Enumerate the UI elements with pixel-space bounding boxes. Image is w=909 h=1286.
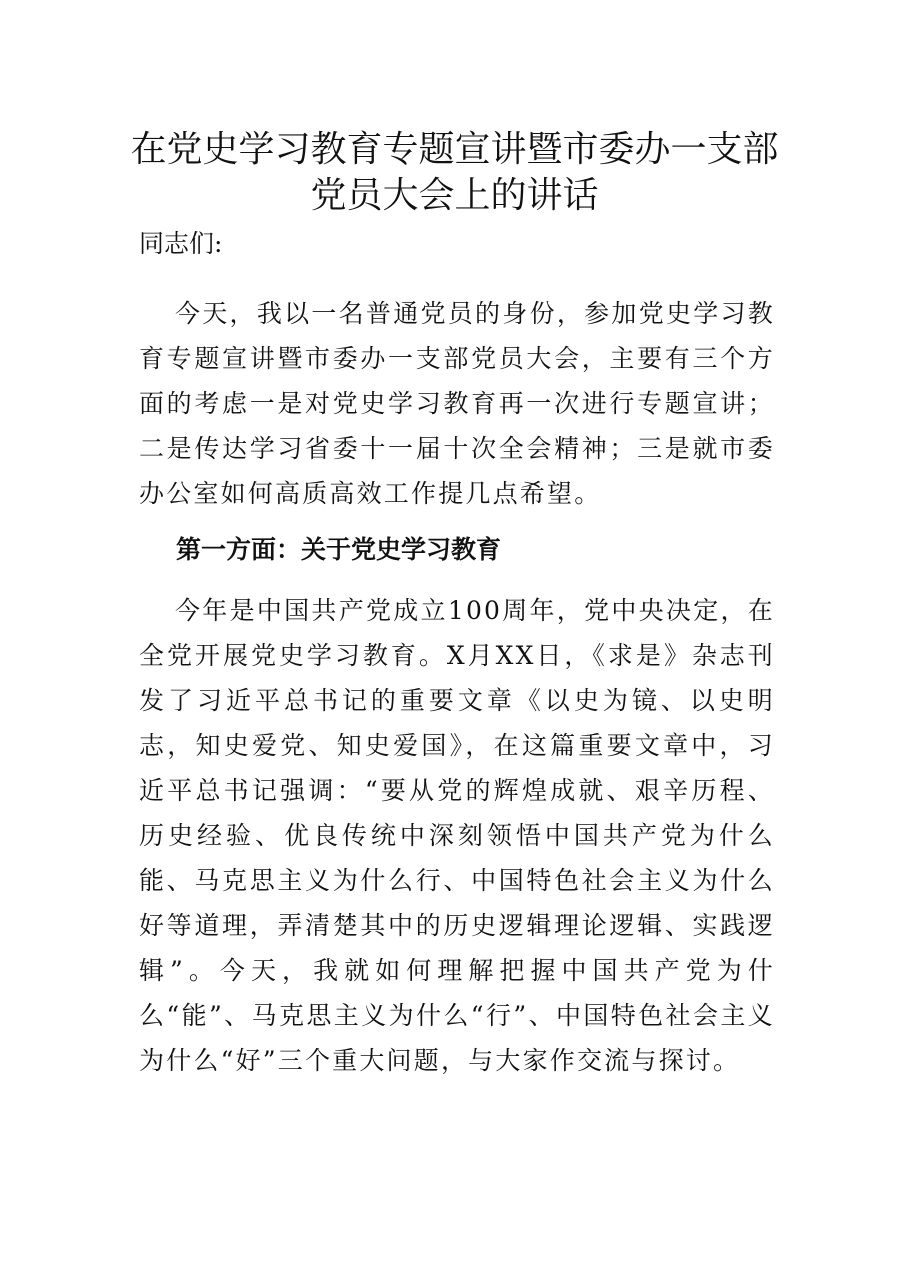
paragraph-intro: 今天，我以一名普通党员的身份，参加党史学习教育专题宣讲暨市委办一支部党员大会，主要有三个方面的考虑一是对党史学习教育再一次进行专题宣讲；二是传达学习省委十一届十次全会精神；三是就市委办公室如何高质高效工作提几点希望。	[139, 299, 775, 508]
section-heading-1: 第一方面：关于党史学习教育	[176, 535, 502, 564]
paragraph-section-1: 今年是中国共产党成立100周年，党中央决定，在全党开展党史学习教育。X月XX日，《求是》杂志刊发了习近平总书记的重要文章《以史为镜、以史明志，知史爱党、知史爱国》，在这篇重要文章中，习近平总书记强调：“要从党的辉煌成就、艰辛历程、历史经验、优良传统中深刻领悟中国共产党为什么能、马克思主义为什么行、中国特色社会主义为什么好等道理，弄清楚其中的历史逻辑理论逻辑、实践逻辑”。今天，我就如何理解把握中国共产党为什么“能”、马克思主义为什么“行”、中国特色社会主义为什么“好”三个重大问题，与大家作交流与探讨。	[139, 596, 775, 1075]
document-title-line-2: 党员大会上的讲话	[310, 175, 599, 216]
salutation: 同志们:	[139, 229, 223, 258]
document-title-line-1: 在党史学习教育专题宣讲暨市委办一支部	[130, 129, 779, 170]
